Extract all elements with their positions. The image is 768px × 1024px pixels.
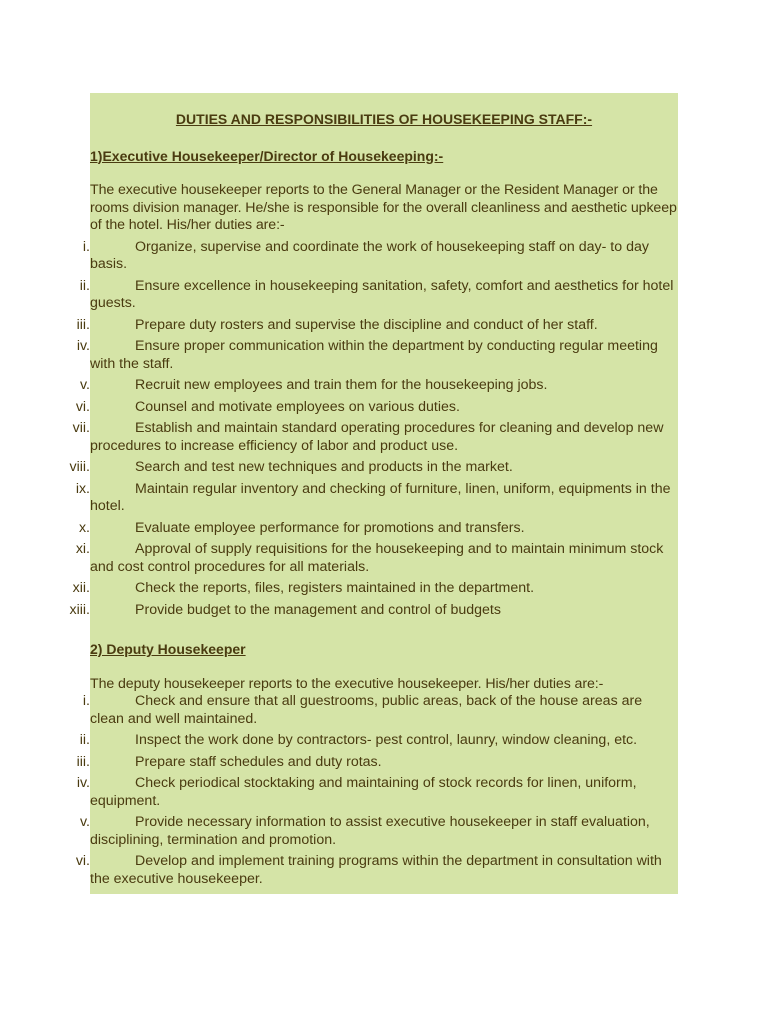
item-number: ii. [79,277,90,294]
item-number: vi. [75,398,90,415]
list-item [69,459,690,477]
list-item [76,753,690,772]
item-number: xiii. [69,601,90,618]
duties-list [75,693,690,888]
item-text: Inspect the work done by contractors- pest control, launry, window cleaning, etc. [135,732,638,748]
list-item [72,420,690,455]
item-text: Prepare staff schedules and duty rotas. [135,753,382,770]
item-number: iv. [76,338,90,354]
list-item [75,853,690,888]
list-item [75,541,690,576]
document-title: DUTIES AND RESPONSIBILITIES OF HOUSEKEEPING STAFF:- [175,111,593,127]
item-number: ix. [75,480,90,497]
section-intro: The deputy housekeeper reports to the executive housekeeper. His/her duties are:- [90,675,604,692]
duties-list [69,238,690,620]
list-item [79,732,690,750]
item-number: vi. [75,853,90,869]
item-number: viii. [69,459,90,475]
item-text: Search and test new techniques and products in the market. [135,459,513,475]
item-text: Recruit new employees and train them for the housekeeping jobs. [135,377,548,393]
item-number: iv. [76,775,90,791]
item-text: Organize, supervise and coordinate the work of housekeeping staff on day- to day basis. [90,238,649,272]
item-text: Provide budget to the management and control of budgets [135,601,501,618]
item-number: vii. [72,420,90,436]
list-item [79,277,690,313]
item-text: Prepare duty rosters and supervise the discipline and conduct of her staff. [135,316,598,333]
item-text: Check periodical stocktaking and maintaining of stock records for linen, uniform, equipment. [90,775,637,809]
list-item [80,814,690,849]
section-deputy-housekeeper [75,641,690,888]
item-text: Provide necessary information to assist executive housekeeper in staff evaluation, disciplining, termination and promotion. [90,814,650,848]
item-number: xii. [72,580,90,596]
item-number: xi. [75,541,90,557]
section-heading: 2) Deputy Housekeeper [90,641,246,657]
item-text: Evaluate employee performance for promotions and transfers. [135,519,525,536]
item-text: Ensure excellence in housekeeping sanitation, safety, comfort and aesthetics for hotel guests. [90,277,674,311]
item-number: i. [82,693,90,709]
list-item [78,519,690,538]
list-item [76,316,690,335]
item-number: ii. [79,732,90,748]
item-text: Check and ensure that all guestrooms, public areas, back of the house areas are clean and well maintained. [90,693,643,727]
document [69,93,690,888]
item-text: Counsel and motivate employees on various duties. [135,398,460,415]
item-text: Develop and implement training programs within the department in consultation with the executive housekeeper. [90,853,662,887]
list-item [75,398,690,417]
item-text: Maintain regular inventory and checking of furniture, linen, uniform, equipments in the hotel. [90,480,671,514]
list-item [75,480,690,516]
list-item [69,601,690,620]
list-item [80,377,690,395]
list-item [82,238,690,274]
item-number: iii. [76,316,90,333]
list-item [72,580,690,598]
item-text: Establish and maintain standard operating procedures for cleaning and develop new procedures to increase efficiency of labor and product use. [90,420,664,454]
section-intro: The executive housekeeper reports to the General Manager or the Resident Manager or the rooms division manager. He/she is responsible for the overall cleanliness and aesthetic upkeep of the hotel. His/her duties are:- [90,182,677,233]
item-number: v. [80,814,90,830]
item-number: x. [78,519,90,536]
item-text: Approval of supply requisitions for the housekeeping and to maintain minimum stock and cost control procedures for all materials. [90,541,664,575]
list-item [76,775,690,810]
item-text: Ensure proper communication within the department by conducting regular meeting with the staff. [90,338,658,372]
section-executive-housekeeper [69,147,690,620]
item-number: iii. [76,753,90,770]
item-text: Check the reports, files, registers maintained in the department. [135,580,535,596]
list-item [82,693,690,728]
item-number: v. [80,377,90,393]
item-number: i. [82,238,90,255]
list-item [76,338,690,373]
section-heading: 1)Executive Housekeeper/Director of Housekeeping:- [90,147,444,164]
